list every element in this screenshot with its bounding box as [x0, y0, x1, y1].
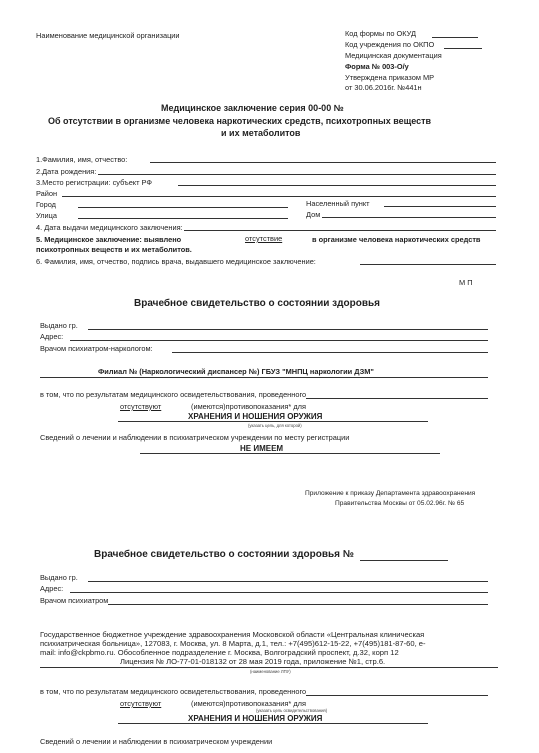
cert2-treatment-text: Сведений о лечении и наблюдении в психиатрическом учреждении	[40, 737, 273, 746]
issue-date-line	[184, 230, 496, 231]
house-line	[322, 217, 496, 218]
cert2-org-line-2: психиатрическая больница», 127083, г. Москва, ул. 8 Марта, д.1, тел.: +7(495)612-15-22, +7(495)181-87-60, e-	[40, 639, 426, 648]
fullname-line	[150, 162, 496, 163]
conclusion-title: Медицинское заключение серия 00-00 №	[161, 103, 344, 113]
field-doctor-signature: 6. Фамилия, имя, отчество, подпись врача, выдавшего медицинское заключение:	[36, 257, 316, 266]
cert2-issued-to: Выдано гр.	[40, 573, 78, 582]
cert2-result-line	[306, 695, 488, 696]
field-birthdate: 2.Дата рождения:	[36, 167, 97, 176]
appendix-line-2: Правительства Москвы от 05.02.96г. № 65	[335, 500, 465, 507]
birthdate-line	[98, 174, 496, 175]
field-district: Район	[36, 189, 58, 198]
cert2-org-hint: (наименование ЛПУ)	[250, 669, 291, 674]
cert2-purpose-hint: (указать цель освидетельствования)	[256, 708, 328, 713]
cert1-absent: отсутствуют	[120, 402, 162, 411]
field-settlement: Населенный пункт	[306, 199, 370, 208]
district-line	[62, 196, 496, 197]
doc-type: Медицинская документация	[345, 51, 442, 60]
cert2-address: Адрес:	[40, 584, 64, 593]
cert1-none-line	[140, 453, 440, 454]
city-line	[78, 207, 288, 208]
field-street: Улица	[36, 211, 57, 220]
conclusion-subtitle: Об отсутствии в организме человека наркотических средств, психотропных веществ	[48, 116, 432, 126]
field-city: Город	[36, 200, 56, 209]
cert1-clinic-line	[40, 377, 488, 378]
field-fullname: 1.Фамилия, имя, отчество:	[36, 155, 128, 164]
doctor-signature-line	[360, 264, 496, 265]
cert1-treatment-text: Сведений о лечении и наблюдении в психиатрическом учреждении по месту регистрации	[40, 433, 350, 442]
cert2-org-line-3: mail: info@ckpbmo.ru. Обособленное подразделение г. Москва, Волгоградский проспект, д.32, корп 12	[40, 648, 399, 657]
field-conclusion: 5. Медицинское заключение: выявлено	[36, 235, 182, 244]
appendix-line-1: Приложение к приказу Департамента здравоохранения	[305, 490, 476, 497]
cert2-contra-text: (имеются)противопоказания* для	[191, 699, 306, 708]
cert1-doctor-line	[172, 352, 488, 353]
conclusion-value: отсутствие	[245, 234, 283, 243]
stamp-place: М П	[459, 278, 473, 287]
field-registration: 3.Место регистрации: субъект РФ	[36, 178, 153, 187]
cert1-address: Адрес:	[40, 332, 64, 341]
approved-date: от 30.06.2016г. №441н	[345, 83, 422, 92]
cert1-result-text: в том, что по результатам медицинского освидетельствования, проведенного	[40, 390, 307, 399]
cert1-address-line	[70, 340, 488, 341]
certificate2-title: Врачебное свидетельство о состоянии здоровья №	[94, 549, 354, 560]
cert2-purpose-line	[118, 723, 428, 724]
cert2-absent: отсутствуют	[120, 699, 162, 708]
conclusion-text-2: психотропных веществ и их метаболитов.	[36, 245, 192, 254]
cert2-org-line	[40, 667, 498, 668]
form-number: Форма № 003-О/у	[345, 62, 409, 71]
cert2-address-line	[70, 592, 488, 593]
certificate-title: Врачебное свидетельство о состоянии здоровья	[134, 298, 380, 309]
cert1-purpose-hint: (указать цель, для которой)	[248, 423, 302, 428]
street-line	[78, 218, 288, 219]
cert1-result-line	[306, 398, 488, 399]
org-name-label: Наименование медицинской организации	[36, 31, 180, 40]
cert2-doctor: Врачом психиатром	[40, 596, 109, 605]
cert2-org-line-4: Лицензия № ЛО-77-01-018132 от 28 мая 2019 года, приложение №1, стр.6.	[120, 657, 386, 666]
cert1-purpose: ХРАНЕНИЯ И НОШЕНИЯ ОРУЖИЯ	[188, 412, 323, 421]
cert2-doctor-line	[108, 604, 488, 605]
cert1-none: НЕ ИМЕЕМ	[240, 444, 284, 453]
cert2-result-text: в том, что по результатам медицинского освидетельствования, проведенного	[40, 687, 307, 696]
cert1-doctor: Врачом психиатром-наркологом:	[40, 344, 153, 353]
field-house: Дом	[306, 210, 321, 219]
approved-by: Утверждена приказом МР	[345, 73, 435, 82]
conclusion-text: в организме человека наркотических средств	[312, 235, 481, 244]
certificate2-number-line	[360, 560, 448, 561]
cert1-clinic: Филиал № (Наркологический диспансер №) ГБУЗ "МНПЦ наркологии ДЗМ"	[98, 367, 374, 376]
cert1-contra-text: (имеются)противопоказания* для	[191, 402, 306, 411]
cert1-issued-line	[88, 329, 488, 330]
field-issue-date: 4. Дата выдачи медицинского заключения:	[36, 223, 183, 232]
okud-line	[432, 37, 478, 38]
cert2-org-line-1: Государственное бюджетное учреждение здравоохранения Московской области «Центральная клиническая	[40, 630, 425, 639]
settlement-line	[384, 206, 496, 207]
cert2-issued-line	[88, 581, 488, 582]
okpo-label: Код учреждения по ОКПО	[345, 40, 435, 49]
cert2-purpose: ХРАНЕНИЯ И НОШЕНИЯ ОРУЖИЯ	[188, 714, 323, 723]
cert1-issued-to: Выдано гр.	[40, 321, 78, 330]
conclusion-subtitle-2: и их метаболитов	[221, 128, 301, 138]
okud-label: Код формы по ОКУД	[345, 29, 417, 38]
cert1-purpose-line	[118, 421, 428, 422]
okpo-line	[444, 48, 482, 49]
registration-line	[178, 185, 496, 186]
